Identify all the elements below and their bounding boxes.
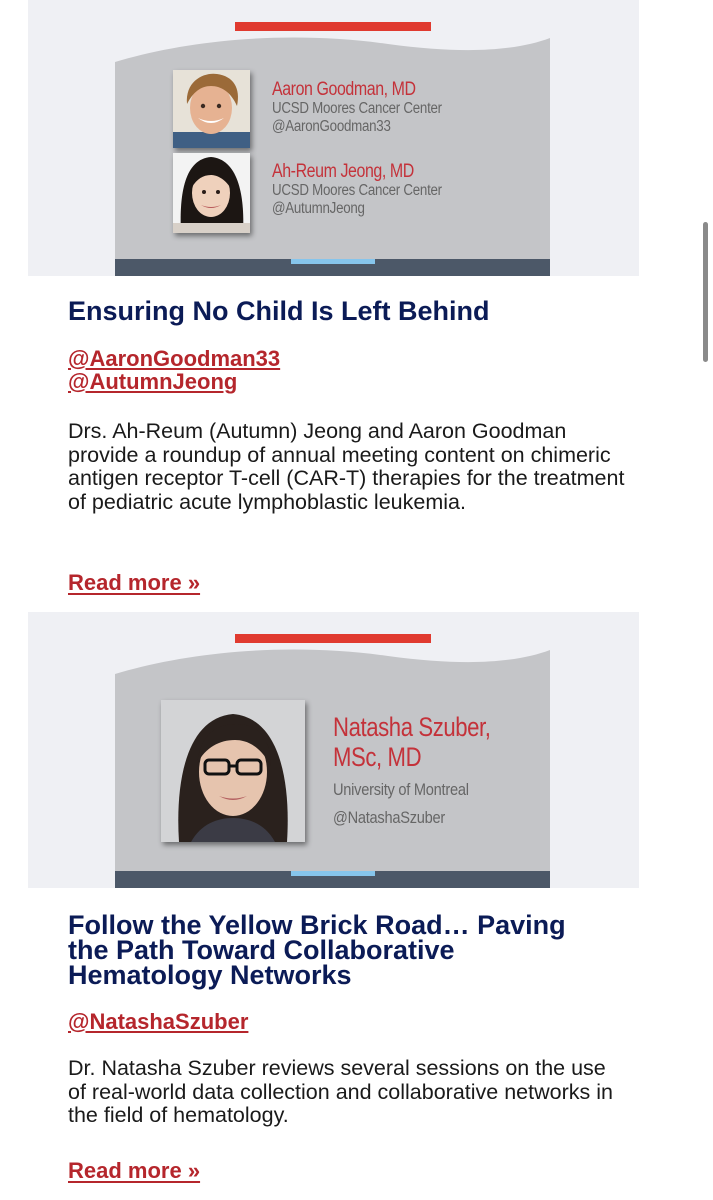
author-handle: @NatashaSzuber [333, 808, 446, 827]
article-1-banner [28, 0, 639, 276]
author-info-ahreum [272, 162, 470, 218]
author-photo-aaron [173, 70, 250, 148]
author-handle-link[interactable]: @NatashaSzuber [68, 1009, 249, 1034]
article-author-handles [68, 1010, 248, 1033]
article-description: Dr. Natasha Szuber reviews several sessions on the use of real-world data collection and collaborative networks in the field of hematology. [68, 1056, 613, 1127]
author-affiliation: UCSD Moores Cancer Center [272, 100, 442, 117]
banner-accent-bar [235, 634, 431, 643]
article-title[interactable]: Follow the Yellow Brick Road… Paving the Path Toward Collaborative Hematology Networks [68, 910, 566, 990]
scrollbar-thumb[interactable] [703, 222, 708, 362]
banner-bottom-band [115, 871, 550, 888]
author-info-natasha [333, 712, 525, 828]
banner-wave-shape [28, 0, 639, 276]
banner-band-accent [291, 871, 375, 876]
author-handle: @AaronGoodman33 [272, 118, 391, 135]
author-name: Aaron Goodman, MD [272, 79, 416, 100]
author-affiliation: University of Montreal [333, 780, 469, 799]
banner-band-accent [291, 259, 375, 264]
article-author-handles [68, 347, 280, 393]
article-title[interactable]: Ensuring No Child Is Left Behind [68, 296, 490, 326]
article-2-banner [28, 612, 639, 888]
author-info-aaron [272, 80, 470, 136]
author-handle-link[interactable]: @AutumnJeong [68, 369, 238, 394]
author-name: Ah-Reum Jeong, MD [272, 161, 414, 182]
read-more-link[interactable]: Read more » [68, 1158, 201, 1183]
author-name-line1: Natasha Szuber, [333, 712, 491, 742]
banner-accent-bar [235, 22, 431, 31]
author-name-line2: MSc, MD [333, 742, 422, 772]
author-handle: @AutumnJeong [272, 200, 365, 217]
author-photo-ahreum [173, 153, 250, 233]
author-affiliation: UCSD Moores Cancer Center [272, 182, 442, 199]
read-more-link[interactable]: Read more » [68, 570, 201, 595]
banner-bottom-band [115, 259, 550, 276]
article-description: Drs. Ah-Reum (Autumn) Jeong and Aaron Goodman provide a roundup of annual meeting content on chimeric antigen receptor T-cell (CAR-T) therapies for the treatment of pediatric acute lymphoblastic leukemia. [68, 419, 625, 514]
author-handle-link[interactable]: @AaronGoodman33 [68, 346, 281, 371]
author-photo-natasha [161, 700, 305, 842]
